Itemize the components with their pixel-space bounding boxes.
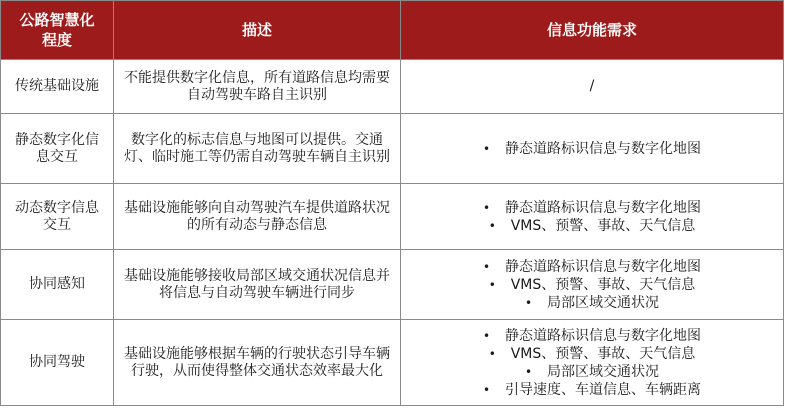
level-cell: 动态数字信息交互 bbox=[1, 184, 114, 250]
bullet-icon: • bbox=[488, 218, 496, 233]
bullet-icon: • bbox=[525, 295, 533, 310]
requirement-item: • 引导速度、车道信息、车辆距离 bbox=[483, 381, 701, 398]
requirements-cell bbox=[401, 114, 784, 184]
table-row bbox=[1, 320, 784, 406]
header-requirements: 信息功能需求 bbox=[401, 1, 784, 60]
description-cell: 不能提供数字化信息，所有道路信息均需要自动驾驶车路自主识别 bbox=[114, 60, 401, 114]
level-cell: 协同驾驶 bbox=[1, 320, 114, 406]
requirement-item: • VMS、预警、事故、天气信息 bbox=[488, 217, 696, 234]
requirement-item: • 静态道路标识信息与数字化地图 bbox=[483, 327, 701, 344]
description-cell: 基础设施能够根据车辆的行驶状态引导车辆行驶，从而使得整体交通状态效率最大化 bbox=[114, 320, 401, 406]
requirements-cell bbox=[401, 320, 784, 406]
description-cell: 数字化的标志信息与地图可以提供。交通灯、临时施工等仍需自动驾驶车辆自主识别 bbox=[114, 114, 401, 184]
description-cell: 基础设施能够接收局部区域交通状况信息并将信息与自动驾驶车辆进行同步 bbox=[114, 250, 401, 320]
requirement-item: • VMS、预警、事故、天气信息 bbox=[488, 345, 696, 362]
table-row bbox=[1, 114, 784, 184]
requirement-item: • VMS、预警、事故、天气信息 bbox=[488, 276, 696, 293]
table-row bbox=[1, 250, 784, 320]
bullet-icon: • bbox=[483, 382, 491, 397]
bullet-icon: • bbox=[525, 364, 533, 379]
requirement-item: • 静态道路标识信息与数字化地图 bbox=[483, 199, 701, 216]
bullet-icon: • bbox=[483, 328, 491, 343]
level-cell: 静态数字化信息交互 bbox=[1, 114, 114, 184]
table-row bbox=[1, 184, 784, 250]
bullet-icon: • bbox=[483, 141, 491, 156]
bullet-icon: • bbox=[483, 200, 491, 215]
bullet-icon: • bbox=[488, 277, 496, 292]
requirement-item: • 局部区域交通状况 bbox=[525, 363, 659, 380]
header-row bbox=[1, 1, 784, 60]
header-description: 描述 bbox=[114, 1, 401, 60]
requirement-item: • 局部区域交通状况 bbox=[525, 294, 659, 311]
requirement-item: • 静态道路标识信息与数字化地图 bbox=[483, 258, 701, 275]
requirements-cell: / bbox=[401, 60, 784, 114]
requirements-cell bbox=[401, 250, 784, 320]
description-cell: 基础设施能够向自动驾驶汽车提供道路状况的所有动态与静态信息 bbox=[114, 184, 401, 250]
bullet-icon: • bbox=[488, 346, 496, 361]
header-level: 公路智慧化程度 bbox=[1, 1, 114, 60]
table-row bbox=[1, 60, 784, 114]
level-cell: 传统基础设施 bbox=[1, 60, 114, 114]
level-cell: 协同感知 bbox=[1, 250, 114, 320]
bullet-icon: • bbox=[483, 259, 491, 274]
requirements-cell bbox=[401, 184, 784, 250]
requirement-item: • 静态道路标识信息与数字化地图 bbox=[483, 140, 701, 157]
